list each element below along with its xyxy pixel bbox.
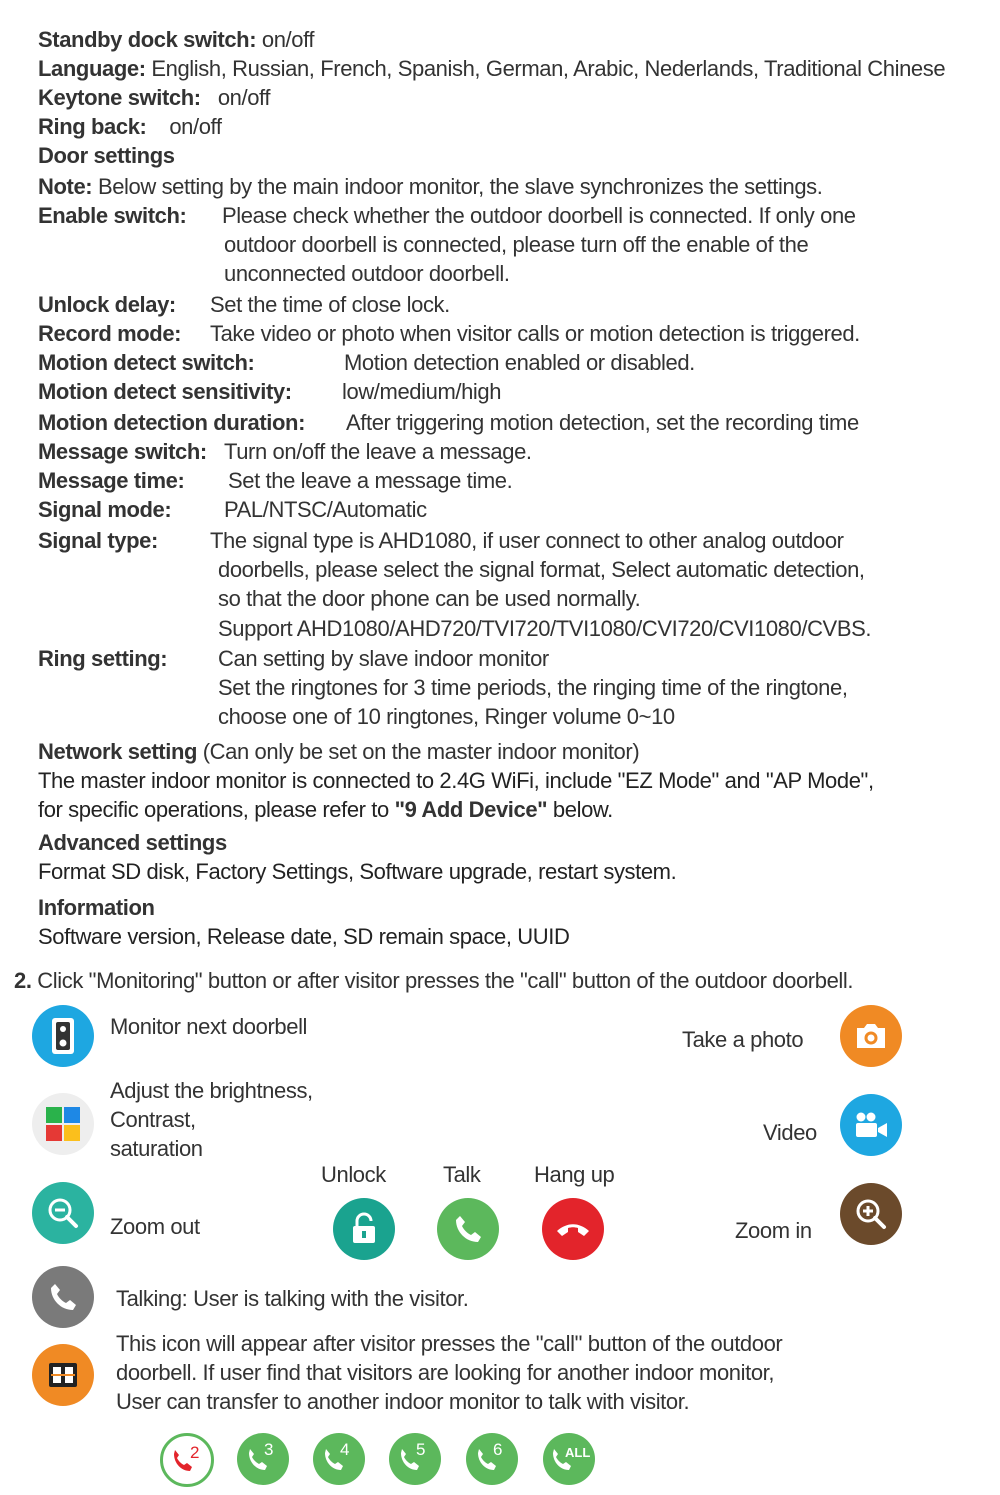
setting-language (38, 54, 945, 83)
information-text: Software version, Release date, SD remain space, UUID (38, 924, 570, 949)
setting-ringback (38, 112, 222, 141)
talk-phone-icon[interactable] (437, 1198, 499, 1260)
transfer-number: 2 (190, 1443, 200, 1462)
transfer-to-2-icon[interactable] (160, 1433, 214, 1487)
talking-phone-icon (32, 1266, 94, 1328)
setting-value: Can setting by slave indoor monitor (218, 646, 549, 671)
setting-value: After triggering motion detection, set the recording time (346, 410, 859, 435)
setting-motion-switch (38, 348, 255, 377)
adjust-label: Contrast, (110, 1107, 196, 1132)
color-adjust-icon[interactable] (32, 1093, 94, 1155)
setting-signal-type (38, 526, 158, 555)
setting-message-switch (38, 437, 207, 466)
setting-value: on/off (217, 85, 271, 110)
zoom-in-icon[interactable] (840, 1183, 902, 1245)
setting-enable-line: Please check whether the outdoor doorbell is connected. If only one (222, 203, 856, 228)
setting-key: Note: (38, 174, 93, 199)
setting-value: doorbells, please select the signal format, Select automatic detection, (218, 557, 865, 582)
zoom-out-label: Zoom out (110, 1214, 200, 1239)
talking-label: Talking: User is talking with the visitor. (116, 1286, 469, 1311)
transfer-number: 5 (416, 1440, 426, 1459)
transfer-to-5-icon[interactable] (389, 1433, 441, 1485)
camera-icon[interactable] (840, 1005, 902, 1067)
setting-note (38, 172, 822, 201)
step-2 (14, 966, 853, 995)
adjust-label: Adjust the brightness, (110, 1078, 313, 1103)
setting-value: English, Russian, French, Spanish, German, Arabic, Nederlands, Traditional Chinese (151, 56, 946, 81)
setting-motion-duration (38, 408, 305, 437)
setting-value: Turn on/off the leave a message. (224, 439, 532, 464)
transfer-number: 3 (264, 1440, 274, 1459)
setting-value: Motion detection enabled or disabled. (344, 350, 695, 375)
step-number: 2. (14, 968, 32, 993)
setting-enable-line: outdoor doorbell is connected, please turn off the enable of the (224, 232, 809, 257)
setting-key: Motion detection duration: (38, 410, 306, 435)
monitor-next-label: Monitor next doorbell (110, 1014, 308, 1039)
setting-value: Below setting by the main indoor monitor, the slave synchronizes the settings. (97, 174, 823, 199)
setting-key: Ring back: (38, 114, 147, 139)
hang-up-icon[interactable] (542, 1198, 604, 1260)
video-label: Video (763, 1120, 817, 1145)
setting-key: Language: (38, 56, 146, 81)
zoom-in-label: Zoom in (735, 1218, 812, 1243)
setting-key: Signal mode: (38, 497, 172, 522)
transfer-text: doorbell. If user find that visitors are looking for another indoor monitor, (116, 1360, 775, 1385)
setting-motion-sensitivity (38, 377, 292, 406)
network-setting-heading (38, 737, 639, 766)
network-text (38, 795, 613, 824)
setting-key: Record mode: (38, 321, 182, 346)
setting-value: Take video or photo when visitor calls or motion detection is triggered. (210, 321, 860, 346)
door-settings-heading (38, 141, 175, 170)
transfer-number: ALL (565, 1445, 591, 1460)
transfer-number: 6 (493, 1440, 503, 1459)
heading-text: Door settings (38, 143, 175, 168)
setting-value: Set the ringtones for 3 time periods, the ringing time of the ringtone, (218, 675, 848, 700)
setting-key: Signal type: (38, 528, 158, 553)
heading-text: Advanced settings (38, 830, 227, 855)
add-device-reference: "9 Add Device" (394, 797, 548, 822)
setting-value: so that the door phone can be used normally. (218, 586, 641, 611)
setting-value: on/off (261, 27, 315, 52)
hangup-label: Hang up (534, 1162, 615, 1187)
setting-enable-key (38, 201, 186, 230)
setting-key: Message time: (38, 468, 185, 493)
setting-key: Standby dock switch: (38, 27, 257, 52)
unlock-icon[interactable] (333, 1198, 395, 1260)
setting-enable-line: unconnected outdoor doorbell. (224, 261, 510, 286)
setting-signal-mode (38, 495, 171, 524)
transfer-to-all-icon[interactable] (543, 1433, 595, 1485)
talk-label: Talk (443, 1162, 481, 1187)
advanced-heading (38, 828, 227, 857)
setting-key: Keytone switch: (38, 85, 201, 110)
setting-record-mode (38, 319, 181, 348)
transfer-text: User can transfer to another indoor monitor to talk with visitor. (116, 1389, 690, 1414)
setting-key: Motion detect switch: (38, 350, 255, 375)
setting-ring (38, 644, 167, 673)
doorbell-icon[interactable] (32, 1005, 94, 1067)
setting-value: on/off (169, 114, 222, 139)
setting-key: Unlock delay: (38, 292, 176, 317)
setting-message-time (38, 466, 184, 495)
transfer-icon[interactable] (32, 1344, 94, 1406)
setting-key: Message switch: (38, 439, 207, 464)
setting-value: Support AHD1080/AHD720/TVI720/TVI1080/CVI720/CVI1080/CVBS. (218, 616, 872, 641)
transfer-to-3-icon[interactable] (237, 1433, 289, 1485)
advanced-text: Format SD disk, Factory Settings, Software upgrade, restart system. (38, 859, 677, 884)
setting-value: choose one of 10 ringtones, Ringer volume 0~10 (218, 704, 675, 729)
zoom-out-icon[interactable] (32, 1182, 94, 1244)
unlock-label: Unlock (321, 1162, 386, 1187)
video-icon[interactable] (840, 1094, 902, 1156)
information-heading (38, 893, 155, 922)
network-text-part: for specific operations, please refer to (38, 797, 395, 822)
take-photo-label: Take a photo (682, 1027, 804, 1052)
setting-value: Set the leave a message time. (228, 468, 513, 493)
transfer-text: This icon will appear after visitor presses the "call" button of the outdoor (116, 1331, 783, 1356)
adjust-label: saturation (110, 1136, 203, 1161)
setting-key: Enable switch: (38, 203, 187, 228)
setting-value: Set the time of close lock. (210, 292, 450, 317)
transfer-number: 4 (340, 1440, 350, 1459)
setting-key: Network setting (38, 739, 198, 764)
setting-key: Ring setting: (38, 646, 168, 671)
network-text: The master indoor monitor is connected to 2.4G WiFi, include "EZ Mode" and "AP Mode", (38, 768, 874, 793)
setting-value: PAL/NTSC/Automatic (224, 497, 427, 522)
setting-key: Motion detect sensitivity: (38, 379, 292, 404)
setting-unlock-delay (38, 290, 176, 319)
transfer-to-4-icon[interactable] (313, 1433, 365, 1485)
setting-value: (Can only be set on the master indoor monitor) (202, 739, 640, 764)
transfer-to-6-icon[interactable] (466, 1433, 518, 1485)
setting-value: low/medium/high (342, 379, 502, 404)
setting-standby (38, 25, 314, 54)
step-text: Click "Monitoring" button or after visitor presses the "call" button of the outdoor doorbell. (37, 968, 854, 993)
network-text-part: below. (547, 797, 613, 822)
heading-text: Information (38, 895, 155, 920)
setting-value: The signal type is AHD1080, if user connect to other analog outdoor (210, 528, 844, 553)
setting-keytone (38, 83, 270, 112)
